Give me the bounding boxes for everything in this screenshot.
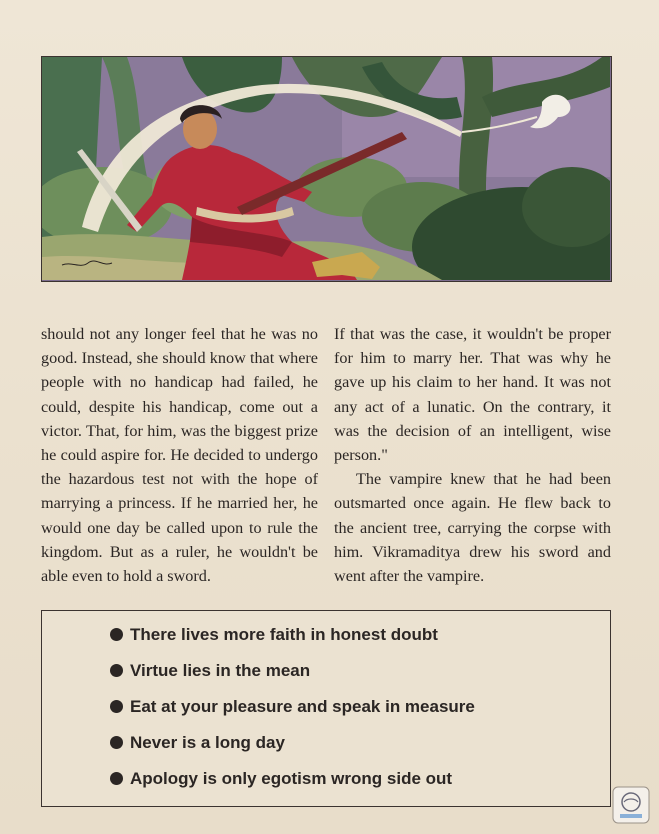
proverbs-box bbox=[41, 610, 611, 807]
bullet-icon bbox=[110, 628, 123, 641]
proverb-text: There lives more faith in honest doubt bbox=[130, 625, 438, 644]
proverb-text: Eat at your pleasure and speak in measure bbox=[130, 697, 475, 716]
story-paragraph: If that was the case, it wouldn't be proper for him to marry her. That was why he gave up his claim to her hand. It was not any act of a lunatic. On the contrary, it was the decision of an intelligent, wise person." bbox=[334, 325, 611, 465]
bullet-icon bbox=[110, 700, 123, 713]
proverb-item bbox=[110, 661, 310, 681]
proverb-item bbox=[110, 733, 285, 753]
proverb-item bbox=[110, 769, 452, 789]
proverb-text: Never is a long day bbox=[130, 733, 285, 752]
story-column-right bbox=[334, 322, 611, 588]
story-paragraph: The vampire knew that he had been outsmarted once again. He flew back to the ancient tree, carrying the corpse with him. Vikramaditya drew his sword and went after the vampire. bbox=[334, 470, 611, 586]
proverb-text: Virtue lies in the mean bbox=[130, 661, 311, 680]
story-paragraph: should not any longer feel that he was no good. Instead, she should know that where people with no handicap had failed, he could, despite his handicap, come out a victor. That, for him, was the biggest prize he could aspire for. He decided to undergo the hazardous test not with the hope of marrying a princess. If he married her, he would one day be called upon to rule the kingdom. But as a ruler, he wouldn't be able even to hold a sword. bbox=[41, 325, 318, 586]
bullet-icon bbox=[110, 664, 123, 677]
king-chasing-vampire-illustration bbox=[42, 57, 610, 280]
story-column-left bbox=[41, 322, 318, 588]
proverb-item bbox=[110, 625, 438, 645]
bullet-icon bbox=[110, 772, 123, 785]
bullet-icon bbox=[110, 736, 123, 749]
proverb-item bbox=[110, 697, 475, 717]
story-illustration bbox=[41, 56, 612, 282]
proverb-text: Apology is only egotism wrong side out bbox=[130, 769, 453, 788]
publisher-logo-icon bbox=[612, 786, 650, 824]
